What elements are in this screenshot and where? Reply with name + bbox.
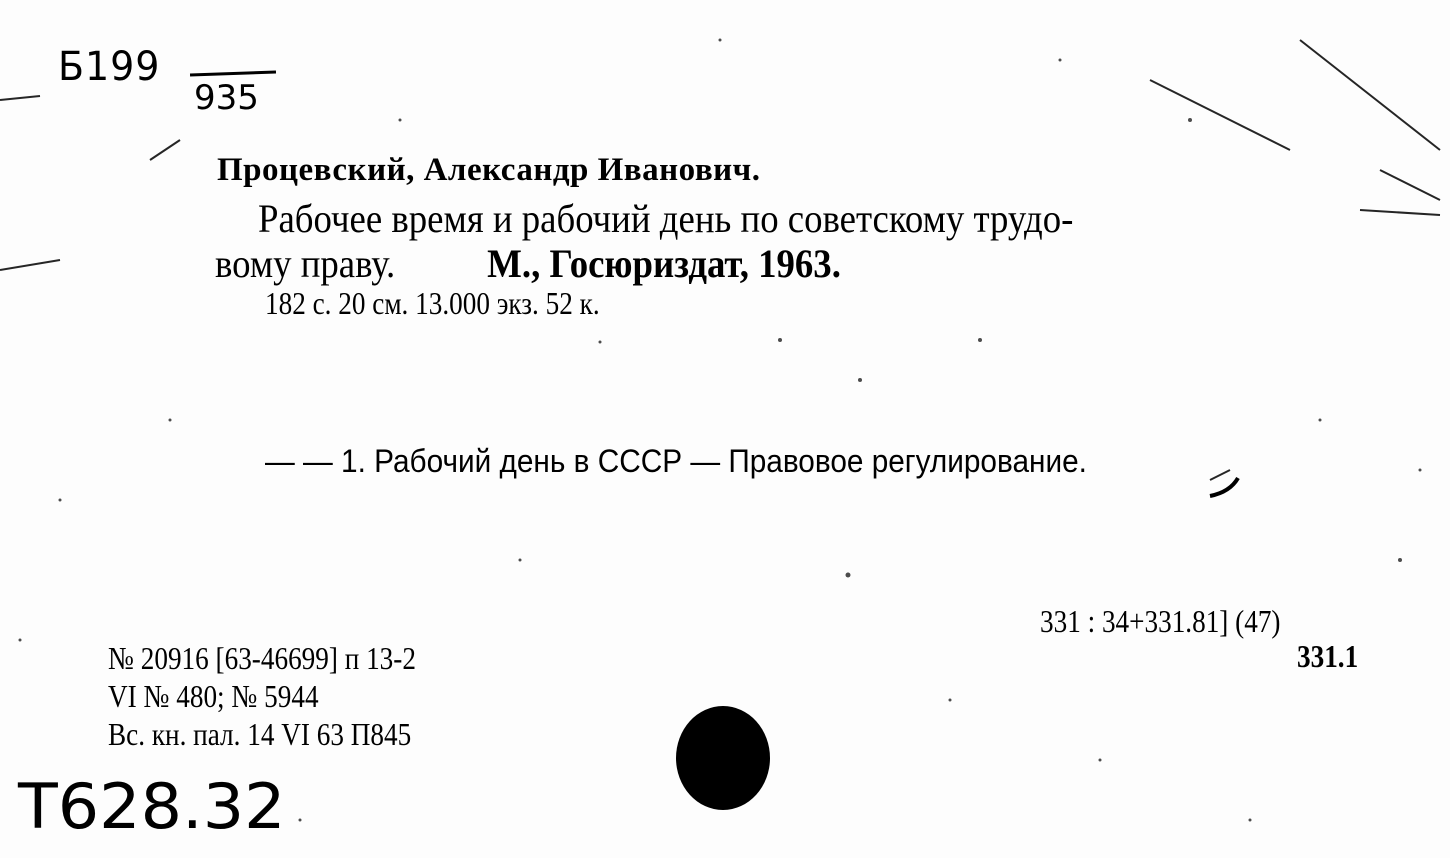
udc-main-class: 331.1 bbox=[1297, 638, 1359, 674]
title-line-2-start: вому праву. bbox=[215, 241, 396, 286]
publisher-info: М., Госюриздат, 1963. bbox=[487, 241, 841, 286]
physical-description: 182 с. 20 см. 13.000 экз. 52 к. bbox=[265, 285, 600, 321]
punch-hole bbox=[676, 706, 770, 810]
registration-line-3: Вс. кн. пал. 14 VI 63 П845 bbox=[108, 716, 412, 752]
subject-heading: — — 1. Рабочий день в СССР — Правовое регулирование. bbox=[265, 443, 1087, 479]
udc-classification: 331 : 34+331.81] (47) bbox=[1040, 603, 1281, 639]
shelf-mark-fraction bbox=[190, 52, 282, 122]
shelf-mark-denominator: 935 bbox=[194, 78, 259, 118]
shelf-mark-top: Б199 bbox=[58, 44, 161, 90]
registration-number: № 20916 [63-46699] п 13-2 bbox=[108, 640, 416, 676]
title-line-1: Рабочее время и рабочий день по советскому трудо- bbox=[258, 196, 1074, 241]
author-heading: Процевский, Александр Иванович. bbox=[217, 152, 761, 188]
title-line-2 bbox=[215, 240, 841, 287]
fraction-bar bbox=[190, 71, 276, 77]
handwritten-call-number: Т628.32 bbox=[18, 770, 286, 843]
registration-line-2: VI № 480; № 5944 bbox=[108, 678, 319, 714]
